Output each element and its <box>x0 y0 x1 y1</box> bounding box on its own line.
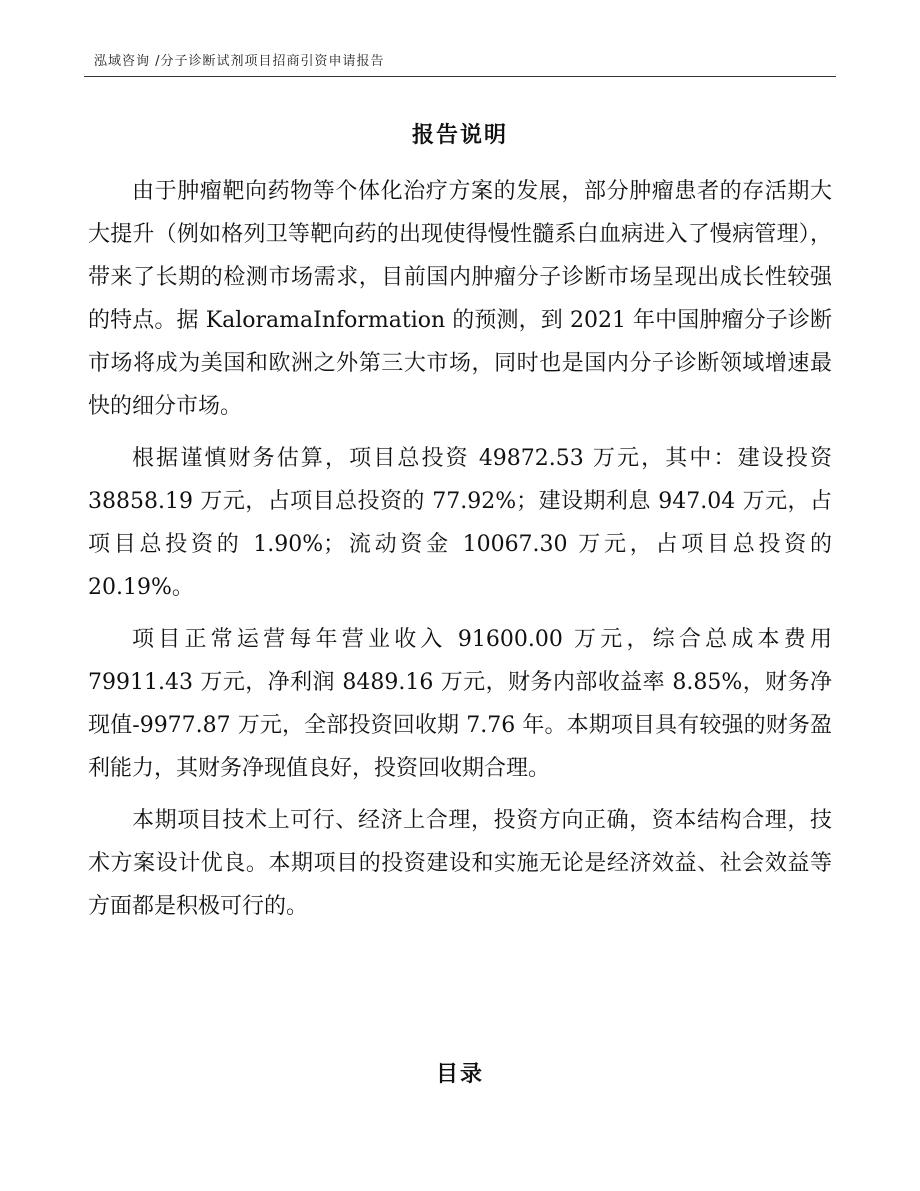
running-header: 泓域咨询 /分子诊断试剂项目招商引资申请报告 <box>94 54 385 69</box>
paragraph-financial-performance: 项目正常运营每年营业收入 91600.00 万元，综合总成本费用 79911.43 万元，净利润 8489.16 万元，财务内部收益率 8.85%，财务净现值-9977.87 万元，全部投资回收期 7.76 年。本期项目具有较强的财务盈利能力，其财务净现值良好，投资回收期合理。 <box>88 627 832 781</box>
paragraph-investment-estimate: 根据谨慎财务估算，项目总投资 49872.53 万元，其中：建设投资 38858.19 万元，占项目总投资的 77.92%；建设期利息 947.04 万元，占项目总投资的 1.90%；流动资金 10067.30 万元，占项目总投资的 20.19%。 <box>88 446 832 600</box>
section-title: 报告说明 <box>411 123 508 148</box>
header-divider <box>84 76 836 77</box>
paragraph-feasibility-conclusion: 本期项目技术上可行、经济上合理，投资方向正确，资本结构合理，技术方案设计优良。本期项目的投资建设和实施无论是经济效益、社会效益等方面都是积极可行的。 <box>88 808 832 919</box>
report-body <box>88 170 832 937</box>
paragraph-market-outlook: 由于肿瘤靶向药物等个体化治疗方案的发展，部分肿瘤患者的存活期大大提升（例如格列卫等靶向药的出现使得慢性髓系白血病进入了慢病管理），带来了长期的检测市场需求，目前国内肿瘤分子诊断市场呈现出成长性较强的特点。据 KaloramaInformation 的预测，到 2021 年中国肿瘤分子诊断市场将成为美国和欧洲之外第三大市场，同时也是国内分子诊断领域增速最快的细分市场。 <box>88 179 832 419</box>
toc-title: 目录 <box>435 1062 484 1087</box>
